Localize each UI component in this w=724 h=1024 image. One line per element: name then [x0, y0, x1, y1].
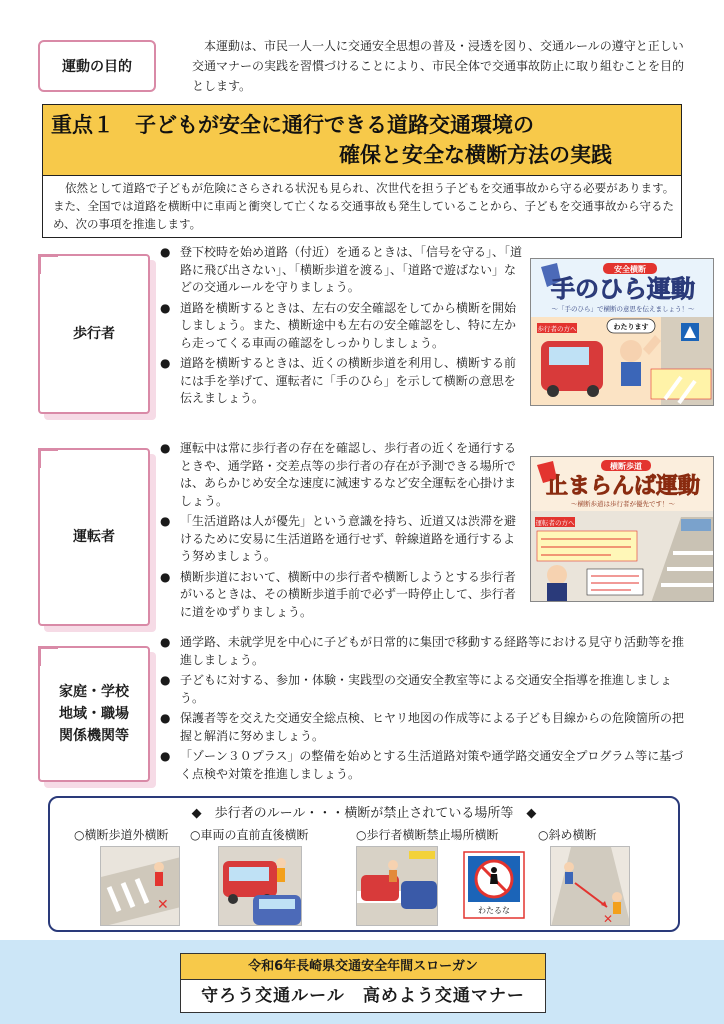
list-item: ● 「ゾーン３０プラス」の整備を始めとする生活道路対策や通学路交通安全プログラム等に基づく点検や対策を推進しましょう。	[160, 749, 684, 781]
purpose-text: 本運動は、市民一人一人に交通安全思想の普及・浸透を図り、交通ルールの遵守と正しい交通マナーの実践を習慣づけることにより、市民全体で交通事故防止に取り組むことを目的とします。	[192, 39, 685, 93]
svg-text:止まらんば運動: 止まらんば運動	[545, 474, 701, 499]
list-item: ● 道路を横断するときは、近くの横断歩道を利用し、横断する前には手を挙げて、運転者に「手のひら」を示して横断の意思を伝えましょう。	[160, 356, 517, 405]
rule-caption: ○斜め横断	[538, 828, 597, 842]
slogan-text: 守ろう交通ルール 高めよう交通マナー	[201, 986, 525, 1006]
svg-text:～「手のひら」で横断の意思を伝えましょう！～: ～「手のひら」で横断の意思を伝えましょう！～	[551, 305, 695, 313]
rule-caption: ○歩行者横断禁止場所横断	[356, 828, 499, 842]
pedestrian-list	[158, 244, 526, 411]
label-corner-decoration	[38, 448, 58, 468]
driver-list	[158, 440, 526, 624]
slogan-heading: 令和6年長崎県交通安全年間スローガン	[181, 954, 545, 980]
svg-text:わたるな: わたるな	[478, 906, 510, 915]
rule-caption: ○車両の直前直後横断	[190, 828, 309, 842]
svg-text:運転者の方へ: 運転者の方へ	[535, 519, 575, 527]
label-corner-decoration	[38, 646, 58, 666]
svg-text:安全横断: 安全横断	[614, 265, 646, 274]
no-pedestrian-crossing-sign	[460, 846, 528, 926]
crossing-outside-crosswalk-illustration	[100, 846, 180, 926]
list-item: ● 道路を横断するときは、左右の安全確認をしてから横断を開始しましょう。また、横断途中も左右の安全確認をし、特に左から走ってくる車両の確認をしっかりしましょう。	[160, 300, 517, 350]
label-corner-decoration	[38, 254, 58, 274]
pedestrian-rules-box	[48, 796, 680, 932]
community-list	[158, 634, 684, 786]
pedestrian-label: 歩行者	[38, 254, 150, 414]
list-item: ● 登下校時を始め道路（付近）を通るときは、「信号を守る」、「道路に飛び出さない」、「横断歩道を渡る」、「道路で遊ばない」などの交通ルールを守りましょう。	[160, 245, 523, 294]
tomaranba-illustration	[531, 457, 714, 602]
crossing-near-vehicle-illustration	[218, 846, 302, 926]
driver-label: 運転者	[38, 448, 150, 626]
diagonal-crossing-illustration	[550, 846, 630, 926]
no-crossing-zone-illustration	[356, 846, 438, 926]
tenohira-illustration	[531, 259, 714, 406]
svg-text:手のひら運動: 手のひら運動	[551, 275, 695, 303]
svg-text:✕: ✕	[157, 897, 169, 913]
priority-description: 依然として道路で子どもが危険にさらされる状況も見られ、次世代を担う子どもを交通事故から守る必要があります。また、全国では道路を横断中に車両と衝突して亡くなる交通事故も発生していることから、子どもを交通事故から守るため、次の事項を推進します。	[42, 176, 682, 238]
purpose-label: 運動の目的	[38, 40, 156, 92]
list-item: ● 運転中は常に歩行者の存在を確認し、歩行者の近くを通行するときや、通学路・交差点等の歩行者の存在が予測できる場所では、あらかじめ安全な速度に減速するなど安全運転を心掛けましょう。	[160, 441, 517, 508]
list-item: ● 通学路、未就学児を中心に子どもが日常的に集団で移動する経路等における見守り活動等を推進しましょう。	[160, 635, 685, 667]
slogan-box	[180, 953, 546, 1013]
rules-title: ◆ 歩行者のルール・・・横断が禁止されている場所等 ◆	[191, 806, 537, 821]
tenohira-poster	[530, 258, 714, 406]
community-label: 家庭・学校 地域・職場 関係機関等	[38, 646, 150, 782]
tomaranba-poster	[530, 456, 714, 602]
svg-text:～横断歩道は歩行者が優先です！～: ～横断歩道は歩行者が優先です！～	[571, 500, 675, 508]
svg-text:横断歩道: 横断歩道	[610, 462, 642, 471]
list-item: ● 保護者等を交えた交通安全総点検、ヒヤリ地図の作成等による子ども目線からの危険箇所の把握と解消に努めましょう。	[160, 711, 685, 743]
svg-text:✕: ✕	[603, 912, 614, 926]
list-item: ● 子どもに対する、参加・体験・実践型の交通安全教室等による交通安全指導を推進しましょう。	[160, 673, 673, 705]
list-item: ● 横断歩道において、横断中の歩行者や横断しようとする歩行者がいるときは、その横断歩道手前で必ず一時停止して、歩行者に道をゆずりましょう。	[160, 569, 516, 619]
priority-title: 重点１ 子どもが安全に通行できる道路交通環境の 確保と安全な横断方法の実践	[42, 104, 682, 176]
list-item: ● 「生活道路は人が優先」という意識を持ち、近道又は渋滞を避けるために安易に生活道路を通行せず、幹線道路を通行するよう努めましょう。	[160, 514, 517, 563]
svg-text:わたります: わたります	[613, 323, 649, 331]
svg-text:歩行者の方へ: 歩行者の方へ	[537, 325, 577, 333]
rule-caption: ○横断歩道外横断	[74, 828, 169, 842]
